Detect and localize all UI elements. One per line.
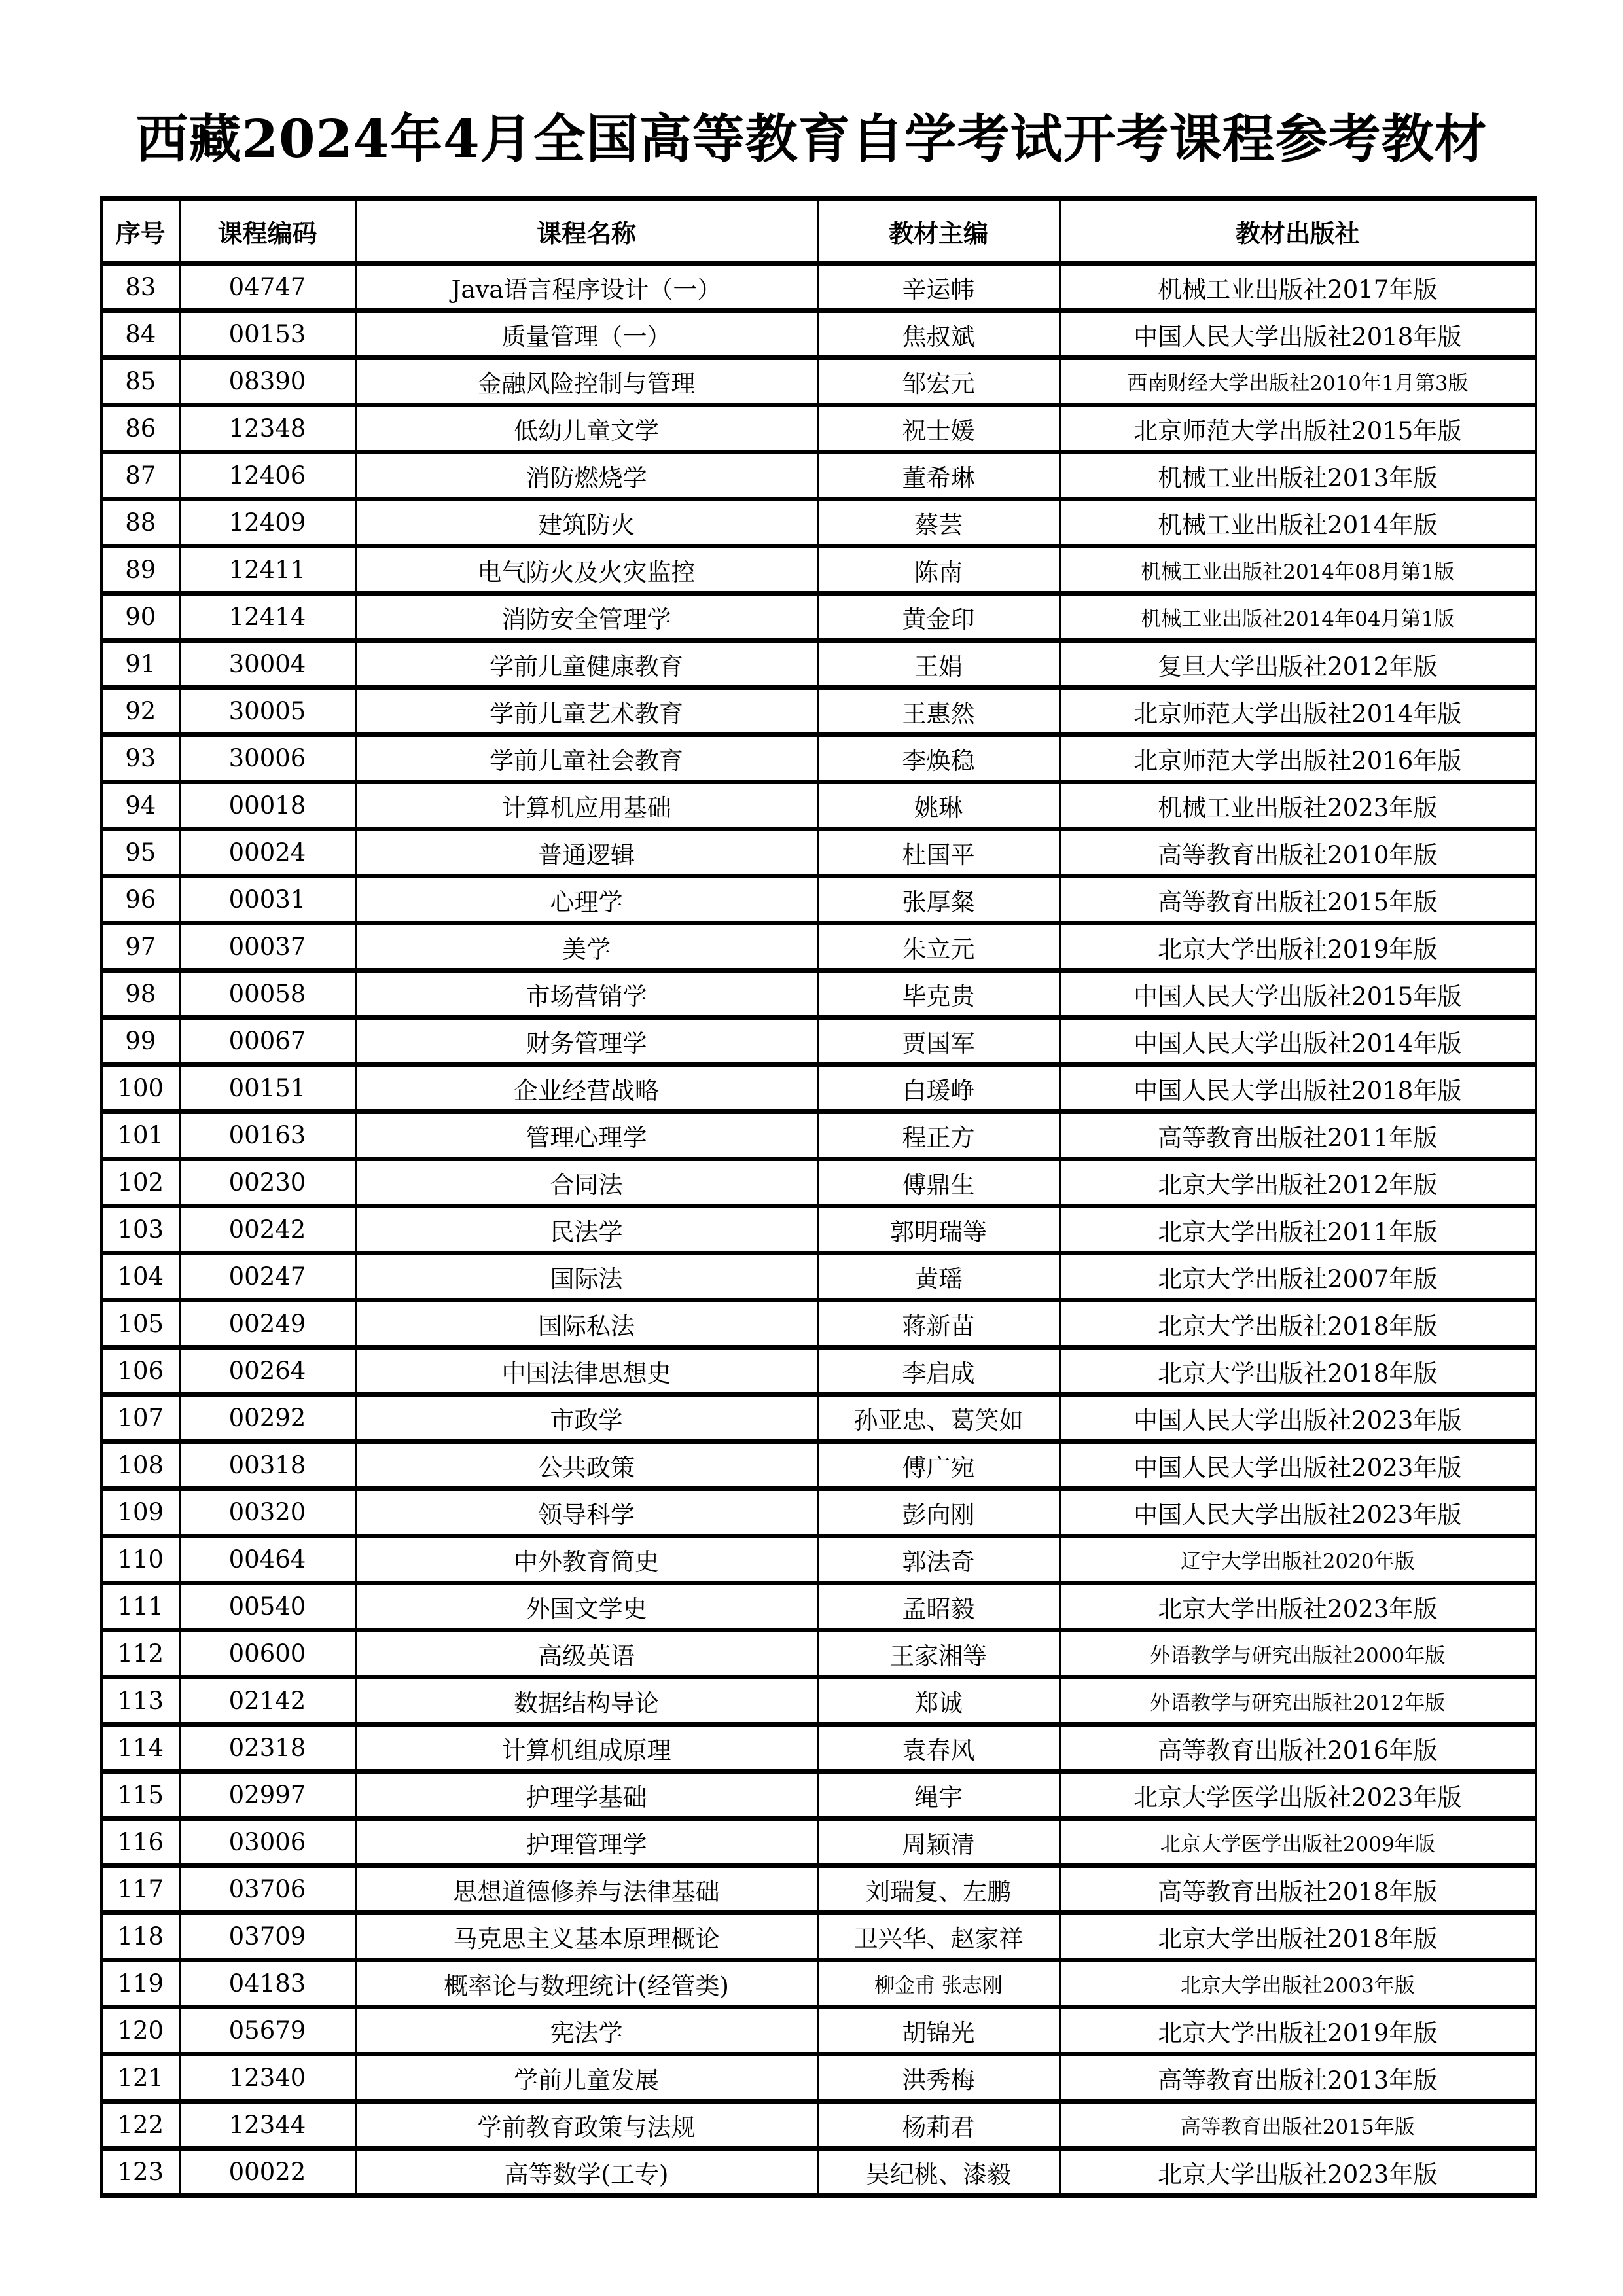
cell-course-code: 00024 [179, 829, 355, 876]
table-row [101, 547, 1536, 594]
cell-seq: 115 [101, 1772, 179, 1819]
cell-publisher: 高等教育出版社2010年版 [1060, 829, 1536, 876]
table-row [101, 1065, 1536, 1112]
cell-seq: 120 [101, 2007, 179, 2054]
cell-seq: 108 [101, 1442, 179, 1489]
cell-seq: 122 [101, 2102, 179, 2149]
table-row [101, 688, 1536, 735]
cell-course-name: 护理学基础 [355, 1772, 817, 1819]
table-row [101, 1866, 1536, 1913]
cell-editor: 周颖清 [817, 1819, 1060, 1866]
cell-seq: 107 [101, 1395, 179, 1442]
cell-editor: 蔡芸 [817, 499, 1060, 547]
cell-publisher: 北京大学医学出版社2023年版 [1060, 1772, 1536, 1819]
cell-course-name: 宪法学 [355, 2007, 817, 2054]
column-header-editor: 教材主编 [817, 199, 1060, 264]
table-row [101, 499, 1536, 547]
cell-course-code: 00022 [179, 2149, 355, 2196]
cell-course-code: 03706 [179, 1866, 355, 1913]
cell-course-code: 00292 [179, 1395, 355, 1442]
cell-publisher: 机械工业出版社2014年08月第1版 [1060, 547, 1536, 594]
cell-course-name: 民法学 [355, 1206, 817, 1253]
table-row [101, 311, 1536, 358]
cell-editor: 白瑗峥 [817, 1065, 1060, 1112]
cell-publisher: 北京大学出版社2019年版 [1060, 2007, 1536, 2054]
cell-publisher: 高等教育出版社2015年版 [1060, 2102, 1536, 2149]
cell-publisher: 机械工业出版社2017年版 [1060, 264, 1536, 311]
table-row [101, 1913, 1536, 1960]
cell-editor: 袁春风 [817, 1725, 1060, 1772]
cell-editor: 陈南 [817, 547, 1060, 594]
cell-seq: 118 [101, 1913, 179, 1960]
cell-publisher: 机械工业出版社2013年版 [1060, 452, 1536, 499]
cell-course-code: 04747 [179, 264, 355, 311]
cell-course-name: 数据结构导论 [355, 1677, 817, 1725]
cell-publisher: 北京大学医学出版社2009年版 [1060, 1819, 1536, 1866]
cell-course-code: 00031 [179, 876, 355, 924]
cell-course-code: 12340 [179, 2054, 355, 2102]
cell-seq: 112 [101, 1630, 179, 1677]
cell-publisher: 北京大学出版社2018年版 [1060, 1348, 1536, 1395]
cell-seq: 109 [101, 1489, 179, 1536]
cell-course-code: 00247 [179, 1253, 355, 1300]
cell-course-name: 财务管理学 [355, 1018, 817, 1065]
cell-course-code: 00249 [179, 1300, 355, 1348]
cell-course-name: 学前儿童艺术教育 [355, 688, 817, 735]
cell-publisher: 机械工业出版社2014年版 [1060, 499, 1536, 547]
cell-course-code: 30004 [179, 641, 355, 688]
cell-course-code: 12411 [179, 547, 355, 594]
cell-course-code: 00242 [179, 1206, 355, 1253]
cell-course-name: 马克思主义基本原理概论 [355, 1913, 817, 1960]
cell-publisher: 中国人民大学出版社2023年版 [1060, 1395, 1536, 1442]
cell-course-name: 电气防火及火灾监控 [355, 547, 817, 594]
table-row [101, 1489, 1536, 1536]
cell-seq: 98 [101, 971, 179, 1018]
cell-editor: 张厚粲 [817, 876, 1060, 924]
cell-editor: 杨莉君 [817, 2102, 1060, 2149]
cell-editor: 刘瑞复、左鹏 [817, 1866, 1060, 1913]
table-row [101, 2102, 1536, 2149]
table-row [101, 1772, 1536, 1819]
cell-course-code: 00320 [179, 1489, 355, 1536]
cell-seq: 99 [101, 1018, 179, 1065]
cell-seq: 86 [101, 405, 179, 452]
column-header-name: 课程名称 [355, 199, 817, 264]
cell-course-name: 普通逻辑 [355, 829, 817, 876]
cell-course-code: 00058 [179, 971, 355, 1018]
cell-editor: 王家湘等 [817, 1630, 1060, 1677]
cell-course-code: 12348 [179, 405, 355, 452]
cell-course-name: 护理管理学 [355, 1819, 817, 1866]
cell-publisher: 北京大学出版社2019年版 [1060, 924, 1536, 971]
cell-seq: 94 [101, 782, 179, 829]
cell-course-name: 建筑防火 [355, 499, 817, 547]
cell-editor: 洪秀梅 [817, 2054, 1060, 2102]
cell-editor: 傅鼎生 [817, 1159, 1060, 1206]
textbook-reference-table [100, 196, 1537, 2198]
table-row [101, 1206, 1536, 1253]
cell-course-code: 08390 [179, 358, 355, 405]
cell-course-name: 市场营销学 [355, 971, 817, 1018]
cell-seq: 117 [101, 1866, 179, 1913]
cell-publisher: 高等教育出版社2015年版 [1060, 876, 1536, 924]
cell-course-code: 00067 [179, 1018, 355, 1065]
cell-publisher: 中国人民大学出版社2018年版 [1060, 1065, 1536, 1112]
cell-course-code: 00230 [179, 1159, 355, 1206]
cell-seq: 103 [101, 1206, 179, 1253]
cell-publisher: 西南财经大学出版社2010年1月第3版 [1060, 358, 1536, 405]
cell-editor: 孙亚忠、葛笑如 [817, 1395, 1060, 1442]
cell-publisher: 北京大学出版社2023年版 [1060, 1583, 1536, 1630]
cell-seq: 101 [101, 1112, 179, 1159]
cell-publisher: 外语教学与研究出版社2012年版 [1060, 1677, 1536, 1725]
table-row [101, 1725, 1536, 1772]
table-header-row [101, 199, 1536, 264]
cell-course-name: 学前教育政策与法规 [355, 2102, 817, 2149]
table-row [101, 2054, 1536, 2102]
cell-course-code: 12414 [179, 594, 355, 641]
cell-editor: 郭明瑞等 [817, 1206, 1060, 1253]
cell-publisher: 复旦大学出版社2012年版 [1060, 641, 1536, 688]
cell-publisher: 中国人民大学出版社2014年版 [1060, 1018, 1536, 1065]
table-row [101, 1300, 1536, 1348]
table-body [101, 264, 1536, 2196]
cell-course-name: 高等数学(工专) [355, 2149, 817, 2196]
cell-publisher: 中国人民大学出版社2018年版 [1060, 311, 1536, 358]
cell-editor: 邹宏元 [817, 358, 1060, 405]
table-row [101, 594, 1536, 641]
cell-course-name: 学前儿童发展 [355, 2054, 817, 2102]
cell-publisher: 中国人民大学出版社2023年版 [1060, 1442, 1536, 1489]
cell-course-code: 00163 [179, 1112, 355, 1159]
cell-editor: 绳宇 [817, 1772, 1060, 1819]
cell-course-code: 00037 [179, 924, 355, 971]
cell-course-name: 计算机组成原理 [355, 1725, 817, 1772]
cell-publisher: 高等教育出版社2011年版 [1060, 1112, 1536, 1159]
cell-editor: 郭法奇 [817, 1536, 1060, 1583]
cell-publisher: 北京大学出版社2003年版 [1060, 1960, 1536, 2007]
cell-course-name: 合同法 [355, 1159, 817, 1206]
cell-editor: 黄瑶 [817, 1253, 1060, 1300]
cell-editor: 姚琳 [817, 782, 1060, 829]
cell-editor: 祝士媛 [817, 405, 1060, 452]
cell-course-code: 03709 [179, 1913, 355, 1960]
table-row [101, 735, 1536, 782]
cell-course-code: 00151 [179, 1065, 355, 1112]
cell-seq: 123 [101, 2149, 179, 2196]
table-row [101, 1395, 1536, 1442]
cell-course-name: 国际私法 [355, 1300, 817, 1348]
cell-course-code: 12344 [179, 2102, 355, 2149]
cell-editor: 王惠然 [817, 688, 1060, 735]
table-row [101, 829, 1536, 876]
cell-course-name: 外国文学史 [355, 1583, 817, 1630]
cell-seq: 114 [101, 1725, 179, 1772]
cell-course-code: 30006 [179, 735, 355, 782]
cell-publisher: 北京大学出版社2007年版 [1060, 1253, 1536, 1300]
table-row [101, 1583, 1536, 1630]
cell-course-name: 消防燃烧学 [355, 452, 817, 499]
cell-course-code: 12409 [179, 499, 355, 547]
cell-editor: 傅广宛 [817, 1442, 1060, 1489]
cell-publisher: 高等教育出版社2018年版 [1060, 1866, 1536, 1913]
cell-publisher: 北京大学出版社2018年版 [1060, 1300, 1536, 1348]
column-header-seq: 序号 [101, 199, 179, 264]
cell-course-code: 00464 [179, 1536, 355, 1583]
cell-seq: 100 [101, 1065, 179, 1112]
table-row [101, 1348, 1536, 1395]
table-row [101, 924, 1536, 971]
cell-course-name: 思想道德修养与法律基础 [355, 1866, 817, 1913]
cell-publisher: 中国人民大学出版社2015年版 [1060, 971, 1536, 1018]
cell-editor: 贾国军 [817, 1018, 1060, 1065]
cell-seq: 113 [101, 1677, 179, 1725]
cell-course-name: 计算机应用基础 [355, 782, 817, 829]
cell-course-code: 00264 [179, 1348, 355, 1395]
cell-seq: 97 [101, 924, 179, 971]
cell-publisher: 辽宁大学出版社2020年版 [1060, 1536, 1536, 1583]
cell-editor: 朱立元 [817, 924, 1060, 971]
cell-course-name: 领导科学 [355, 1489, 817, 1536]
cell-publisher: 高等教育出版社2016年版 [1060, 1725, 1536, 1772]
cell-course-code: 30005 [179, 688, 355, 735]
table-row [101, 452, 1536, 499]
cell-course-code: 00318 [179, 1442, 355, 1489]
cell-course-code: 03006 [179, 1819, 355, 1866]
cell-seq: 105 [101, 1300, 179, 1348]
cell-seq: 121 [101, 2054, 179, 2102]
cell-course-code: 04183 [179, 1960, 355, 2007]
table-row [101, 1018, 1536, 1065]
table-row [101, 405, 1536, 452]
table-row [101, 971, 1536, 1018]
cell-seq: 111 [101, 1583, 179, 1630]
cell-seq: 110 [101, 1536, 179, 1583]
cell-editor: 李启成 [817, 1348, 1060, 1395]
table-row [101, 2149, 1536, 2196]
cell-course-name: 企业经营战略 [355, 1065, 817, 1112]
cell-editor: 卫兴华、赵家祥 [817, 1913, 1060, 1960]
table-row [101, 1677, 1536, 1725]
cell-editor: 杜国平 [817, 829, 1060, 876]
cell-editor: 毕克贵 [817, 971, 1060, 1018]
cell-seq: 84 [101, 311, 179, 358]
cell-publisher: 北京师范大学出版社2016年版 [1060, 735, 1536, 782]
cell-editor: 吴纪桃、漆毅 [817, 2149, 1060, 2196]
cell-seq: 85 [101, 358, 179, 405]
cell-course-code: 00153 [179, 311, 355, 358]
cell-editor: 黄金印 [817, 594, 1060, 641]
cell-seq: 92 [101, 688, 179, 735]
cell-course-code: 02142 [179, 1677, 355, 1725]
cell-course-name: 质量管理（一） [355, 311, 817, 358]
table-row [101, 1819, 1536, 1866]
cell-seq: 104 [101, 1253, 179, 1300]
cell-seq: 89 [101, 547, 179, 594]
cell-seq: 93 [101, 735, 179, 782]
cell-seq: 88 [101, 499, 179, 547]
cell-publisher: 外语教学与研究出版社2000年版 [1060, 1630, 1536, 1677]
table-header [101, 199, 1536, 264]
cell-publisher: 机械工业出版社2023年版 [1060, 782, 1536, 829]
cell-editor: 焦叔斌 [817, 311, 1060, 358]
cell-course-name: 概率论与数理统计(经管类) [355, 1960, 817, 2007]
cell-editor: 程正方 [817, 1112, 1060, 1159]
cell-course-name: 低幼儿童文学 [355, 405, 817, 452]
table-row [101, 1630, 1536, 1677]
cell-course-name: 中外教育简史 [355, 1536, 817, 1583]
cell-course-code: 02997 [179, 1772, 355, 1819]
cell-seq: 106 [101, 1348, 179, 1395]
cell-seq: 91 [101, 641, 179, 688]
cell-seq: 102 [101, 1159, 179, 1206]
table-row [101, 1442, 1536, 1489]
cell-seq: 96 [101, 876, 179, 924]
cell-course-name: 心理学 [355, 876, 817, 924]
cell-course-code: 12406 [179, 452, 355, 499]
cell-course-name: 金融风险控制与管理 [355, 358, 817, 405]
cell-course-name: 美学 [355, 924, 817, 971]
cell-editor: 王娟 [817, 641, 1060, 688]
cell-editor: 辛运帏 [817, 264, 1060, 311]
cell-course-name: 管理心理学 [355, 1112, 817, 1159]
column-header-code: 课程编码 [179, 199, 355, 264]
cell-publisher: 北京师范大学出版社2015年版 [1060, 405, 1536, 452]
cell-publisher: 中国人民大学出版社2023年版 [1060, 1489, 1536, 1536]
cell-seq: 95 [101, 829, 179, 876]
cell-seq: 83 [101, 264, 179, 311]
page-title: 西藏2024年4月全国高等教育自学考试开考课程参考教材 [135, 108, 1488, 170]
cell-course-name: 学前儿童健康教育 [355, 641, 817, 688]
cell-course-name: 公共政策 [355, 1442, 817, 1489]
cell-publisher: 机械工业出版社2014年04月第1版 [1060, 594, 1536, 641]
cell-seq: 119 [101, 1960, 179, 2007]
table-row [101, 264, 1536, 311]
cell-editor: 蒋新苗 [817, 1300, 1060, 1348]
cell-course-code: 05679 [179, 2007, 355, 2054]
table-row [101, 876, 1536, 924]
table-row [101, 641, 1536, 688]
cell-publisher: 北京师范大学出版社2014年版 [1060, 688, 1536, 735]
cell-course-code: 00540 [179, 1583, 355, 1630]
cell-course-name: 高级英语 [355, 1630, 817, 1677]
cell-publisher: 北京大学出版社2012年版 [1060, 1159, 1536, 1206]
cell-editor: 柳金甫 张志刚 [817, 1960, 1060, 2007]
cell-editor: 彭向刚 [817, 1489, 1060, 1536]
cell-course-code: 00018 [179, 782, 355, 829]
cell-editor: 郑诚 [817, 1677, 1060, 1725]
cell-seq: 90 [101, 594, 179, 641]
cell-editor: 董希琳 [817, 452, 1060, 499]
table-row [101, 1960, 1536, 2007]
cell-course-name: Java语言程序设计（一） [355, 264, 817, 311]
cell-editor: 李焕稳 [817, 735, 1060, 782]
cell-editor: 胡锦光 [817, 2007, 1060, 2054]
cell-publisher: 高等教育出版社2013年版 [1060, 2054, 1536, 2102]
table-row [101, 2007, 1536, 2054]
cell-course-name: 中国法律思想史 [355, 1348, 817, 1395]
table-row [101, 1159, 1536, 1206]
cell-course-name: 学前儿童社会教育 [355, 735, 817, 782]
cell-course-code: 00600 [179, 1630, 355, 1677]
cell-publisher: 北京大学出版社2023年版 [1060, 2149, 1536, 2196]
cell-publisher: 北京大学出版社2011年版 [1060, 1206, 1536, 1253]
table-row [101, 782, 1536, 829]
cell-editor: 孟昭毅 [817, 1583, 1060, 1630]
cell-seq: 116 [101, 1819, 179, 1866]
table-row [101, 358, 1536, 405]
table-row [101, 1536, 1536, 1583]
column-header-publisher: 教材出版社 [1060, 199, 1536, 264]
table-row [101, 1253, 1536, 1300]
table-row [101, 1112, 1536, 1159]
cell-course-code: 02318 [179, 1725, 355, 1772]
cell-publisher: 北京大学出版社2018年版 [1060, 1913, 1536, 1960]
cell-course-name: 市政学 [355, 1395, 817, 1442]
cell-course-name: 消防安全管理学 [355, 594, 817, 641]
cell-course-name: 国际法 [355, 1253, 817, 1300]
cell-seq: 87 [101, 452, 179, 499]
